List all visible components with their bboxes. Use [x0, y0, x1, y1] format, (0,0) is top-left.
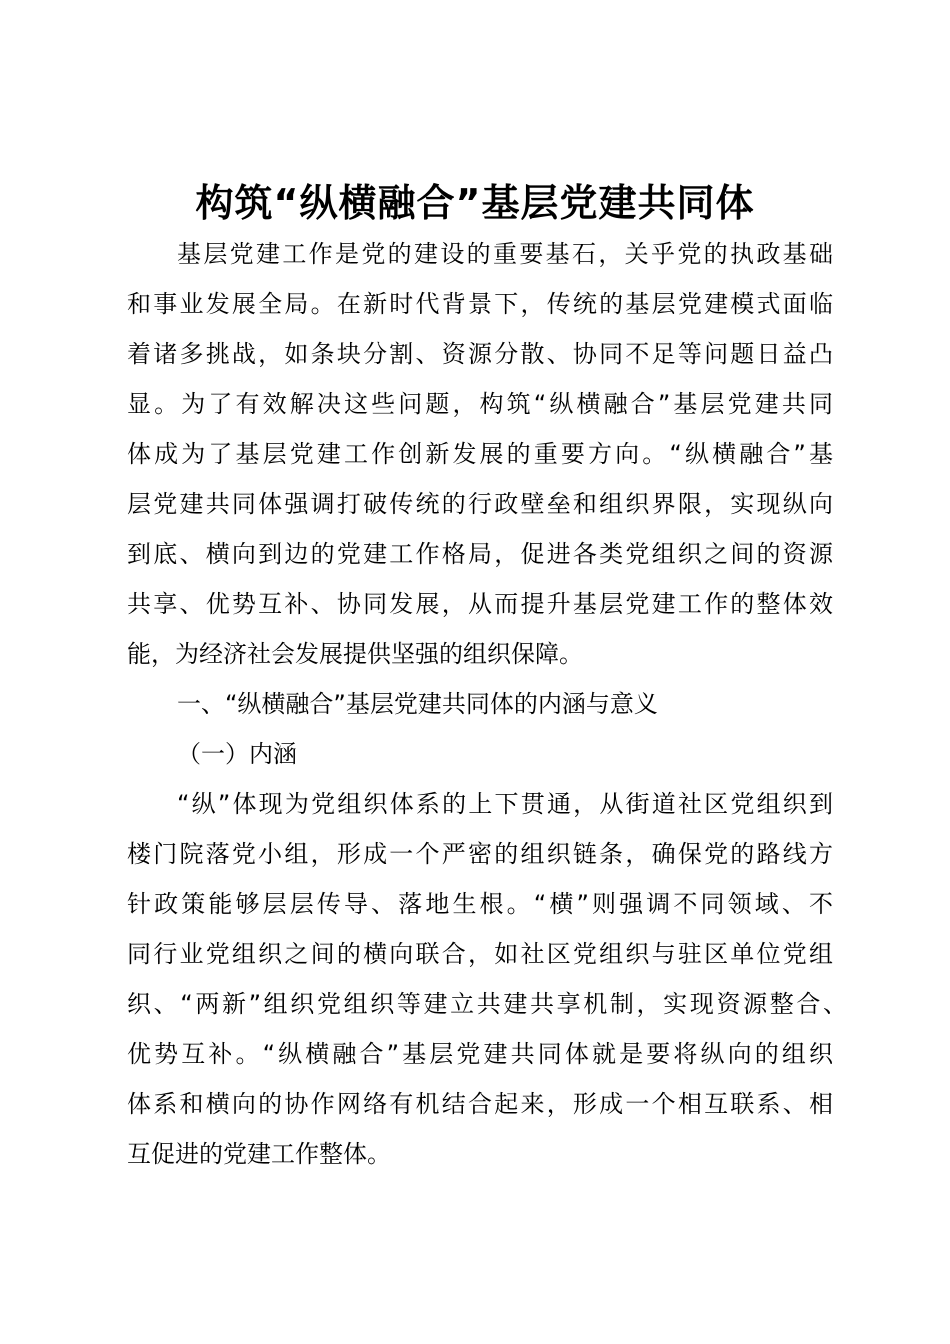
paragraph-line: 基层党建工作是党的建设的重要基石，关乎党的执政基础: [177, 240, 833, 268]
paragraph-line: 层党建共同体强调打破传统的行政壁垒和组织界限，实现纵向: [127, 490, 833, 518]
paragraph-line: 和事业发展全局。在新时代背景下，传统的基层党建模式面临: [127, 290, 833, 318]
paragraph-line: 体系和横向的协作网络有机结合起来，形成一个相互联系、相: [127, 1090, 833, 1118]
paragraph-line: 着诸多挑战，如条块分割、资源分散、协同不足等问题日益凸: [127, 340, 833, 368]
paragraph-line: 同行业党组织之间的横向联合，如社区党组织与驻区单位党组: [127, 940, 833, 968]
paragraph-line: 共享、优势互补、协同发展，从而提升基层党建工作的整体效: [127, 590, 833, 618]
section-heading: 一、“纵横融合”基层党建共同体的内涵与意义: [177, 690, 658, 718]
paragraph-line: 显。为了有效解决这些问题，构筑“纵横融合”基层党建共同: [127, 390, 833, 418]
paragraph-line: “纵”体现为党组织体系的上下贯通，从街道社区党组织到: [177, 790, 833, 818]
paragraph-line: 体成为了基层党建工作创新发展的重要方向。“纵横融合”基: [127, 440, 833, 468]
paragraph-line: 到底、横向到边的党建工作格局，促进各类党组织之间的资源: [127, 540, 833, 568]
paragraph-line: 织、“两新”组织党组织等建立共建共享机制，实现资源整合、: [127, 990, 847, 1018]
paragraph-line: 楼门院落党小组，形成一个严密的组织链条，确保党的路线方: [127, 840, 833, 868]
paragraph-line: 能，为经济社会发展提供坚强的组织保障。: [127, 640, 583, 668]
subsection-heading: （一）内涵: [177, 740, 297, 768]
paragraph-line: 互促进的党建工作整体。: [127, 1140, 391, 1168]
document-title: 构筑“纵横融合”基层党建共同体: [195, 181, 755, 225]
document-body: [127, 229, 847, 1179]
paragraph-line: 针政策能够层层传导、落地生根。“横”则强调不同领域、不: [127, 890, 833, 918]
paragraph-line: 优势互补。“纵横融合”基层党建共同体就是要将纵向的组织: [127, 1040, 833, 1068]
